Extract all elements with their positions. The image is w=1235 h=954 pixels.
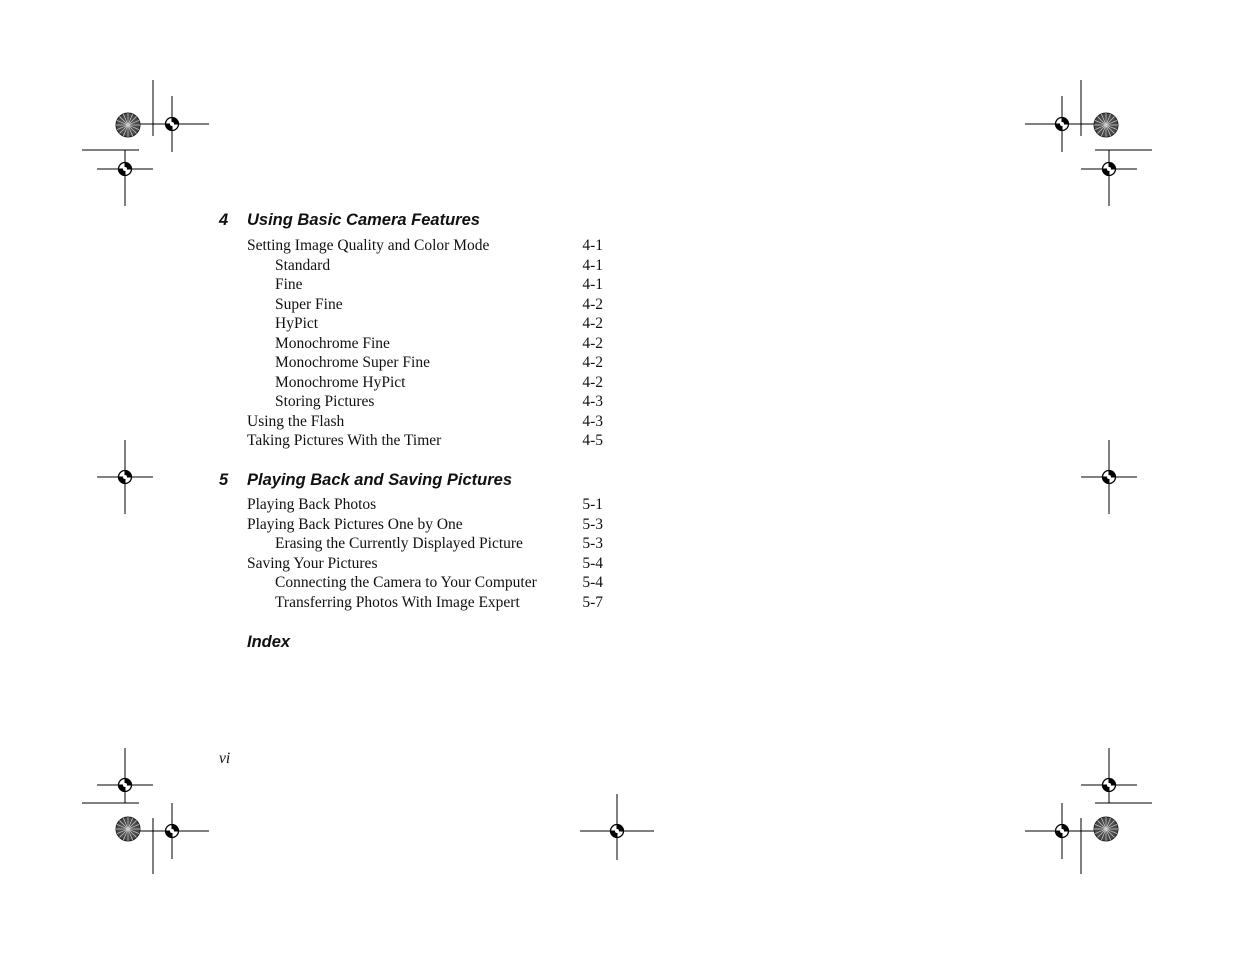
toc-entry-title: Erasing the Currently Displayed Picture <box>275 535 523 552</box>
toc-entry-page: 4-2 <box>582 354 603 371</box>
toc-entry <box>247 334 603 354</box>
toc-entry-page: 5-3 <box>582 535 603 552</box>
toc-entry <box>247 593 603 613</box>
toc-entry-title: Playing Back Pictures One by One <box>247 515 463 533</box>
toc-list <box>247 495 603 612</box>
toc-entry-title: Saving Your Pictures <box>247 554 378 572</box>
chapter-number: 4 <box>219 211 229 229</box>
toc-entry-title: Transferring Photos With Image Expert <box>275 593 520 611</box>
toc-entry-page: 4-5 <box>582 432 603 449</box>
toc-entry-title: Standard <box>275 256 331 274</box>
toc-entry-page: 4-3 <box>582 393 603 410</box>
toc-entry <box>247 495 603 515</box>
toc-entry <box>247 295 603 315</box>
toc-entry-title: Fine <box>275 276 303 293</box>
toc-entry <box>247 573 603 593</box>
toc-entry-page: 4-1 <box>582 237 603 254</box>
toc-entry-title: Playing Back Photos <box>247 496 377 513</box>
chapter-heading <box>219 470 512 490</box>
toc-entry-title: Setting Image Quality and Color Mode <box>247 237 490 254</box>
toc-entry-page: 4-2 <box>582 315 603 332</box>
toc-entry <box>247 275 603 295</box>
index-heading: Index <box>247 633 291 651</box>
toc-entry-page: 5-4 <box>582 554 603 572</box>
toc-entry-page: 5-7 <box>582 593 603 611</box>
toc-entry-title: Monochrome Super Fine <box>275 354 430 371</box>
toc-entry <box>247 353 603 373</box>
toc-entry-title: Taking Pictures With the Timer <box>247 432 442 449</box>
toc-entry-title: Using the Flash <box>247 412 345 430</box>
toc-entry-page: 4-2 <box>582 373 603 391</box>
toc-entry-title: HyPict <box>275 315 319 332</box>
toc-entry <box>247 515 603 535</box>
toc-entry-title: Monochrome Fine <box>275 334 390 352</box>
toc-entry-page: 5-3 <box>582 515 603 533</box>
chapter-heading <box>219 210 480 230</box>
toc-entry-title: Connecting the Camera to Your Computer <box>275 574 537 591</box>
toc-entry <box>247 236 603 256</box>
toc-entry-page: 4-2 <box>582 295 603 313</box>
toc-entry-page: 5-1 <box>582 496 603 513</box>
toc-entry <box>247 256 603 276</box>
toc-entry-title: Super Fine <box>275 295 343 313</box>
toc-list <box>247 236 603 451</box>
chapter-title: Playing Back and Saving Pictures <box>247 471 513 489</box>
toc-entry-page: 4-1 <box>582 276 603 293</box>
toc-entry <box>247 431 603 451</box>
toc-entry-page: 4-3 <box>582 412 603 430</box>
toc-entry-title: Monochrome HyPict <box>275 373 406 391</box>
page-number: vi <box>219 750 231 767</box>
toc-entry-page: 4-1 <box>582 256 603 274</box>
toc-entry <box>247 373 603 393</box>
toc-entry <box>247 314 603 334</box>
toc-entry-title: Storing Pictures <box>275 393 375 410</box>
chapter-title: Using Basic Camera Features <box>247 211 480 229</box>
chapter-number: 5 <box>219 471 229 489</box>
toc-entry-page: 5-4 <box>582 574 603 591</box>
toc-entry <box>247 392 603 412</box>
toc-entry <box>247 554 603 574</box>
toc-entry-page: 4-2 <box>582 334 603 352</box>
toc-entry <box>247 412 603 432</box>
toc-entry <box>247 534 603 554</box>
